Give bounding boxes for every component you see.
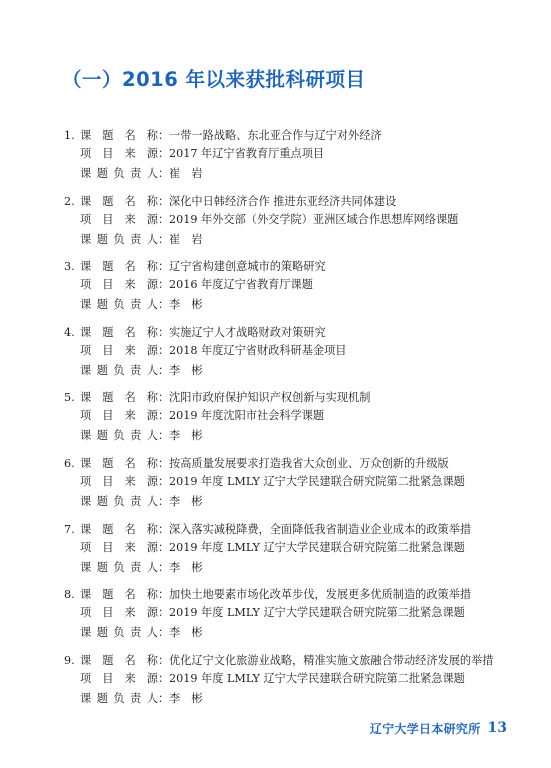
project-leader-label: 课题负责人 [80, 363, 158, 377]
project-name: 按高质量发展要求打造我省大众创业、万众创新的升级版 [169, 456, 449, 470]
colon: ： [158, 129, 170, 142]
colon: ： [158, 278, 170, 292]
project-source-label: 项目来源 [80, 409, 158, 423]
project-source: 2019 年度 LMLY 辽宁大学民建联合研究院第二批紧急课题 [169, 540, 465, 554]
project-name-line [64, 652, 493, 670]
project-number: 3. [64, 260, 75, 274]
project-name-line [64, 389, 370, 407]
section-title: （一）2016 年以来获批科研项目 [62, 68, 366, 91]
colon: ： [158, 671, 170, 685]
project-source-label: 项目来源 [80, 474, 158, 488]
project-name-label: 课题名称 [80, 588, 158, 602]
project-source-label: 项目来源 [80, 606, 158, 620]
project-source: 2019 年度 LMLY 辽宁大学民建联合研究院第二批紧急课题 [169, 474, 465, 488]
colon: ： [158, 626, 170, 640]
project-number: 7. [64, 522, 75, 536]
colon: ： [158, 298, 170, 312]
colon: ： [158, 260, 170, 274]
project-leader-line [64, 559, 203, 577]
colon: ： [158, 212, 170, 226]
project-item [64, 455, 504, 521]
project-leader-line [64, 624, 203, 642]
project-leader: 李 彬 [169, 494, 203, 508]
colon: ： [158, 167, 170, 180]
project-name: 加快土地要素市场化改革步伐，发展更多优质制造的政策举措 [169, 588, 472, 602]
project-source-label: 项目来源 [80, 147, 158, 160]
project-leader-line [64, 493, 203, 511]
project-name-label: 课题名称 [80, 653, 158, 667]
colon: ： [158, 429, 170, 443]
project-number: 5. [64, 391, 75, 405]
project-source-line [64, 539, 465, 557]
project-name: 深化中日韩经济合作 推进东亚经济共同体建设 [169, 194, 397, 208]
project-source-line [64, 670, 465, 688]
project-leader-line [64, 427, 203, 445]
project-leader-label: 课题负责人 [80, 626, 158, 640]
colon: ： [158, 409, 170, 423]
project-name-label: 课题名称 [80, 391, 158, 405]
project-name-label: 课题名称 [80, 129, 158, 142]
project-leader: 李 彬 [169, 626, 203, 640]
colon: ： [158, 325, 170, 339]
project-name-line [64, 193, 396, 211]
colon: ： [158, 560, 170, 574]
project-source: 2019 年外交部（外交学院）亚洲区域合作思想库网络课题 [169, 212, 459, 226]
colon: ： [158, 456, 170, 470]
colon: ： [158, 363, 170, 377]
colon: ： [158, 653, 170, 667]
project-item [64, 586, 504, 652]
colon: ： [158, 147, 170, 160]
project-source-label: 项目来源 [80, 212, 158, 226]
project-source-line [64, 211, 458, 229]
project-name-line [64, 258, 326, 276]
project-name: 深入落实减税降费，全面降低我省制造业企业成本的政策举措 [169, 522, 472, 536]
project-source-line [64, 342, 346, 360]
project-item [64, 258, 504, 324]
project-name: 一带一路战略、东北亚合作与辽宁对外经济 [169, 129, 382, 142]
project-name: 优化辽宁文化旅游业战略，精准实施文旅融合带动经济发展的举措 [169, 653, 494, 667]
colon: ： [158, 606, 170, 620]
colon: ： [158, 588, 170, 602]
footer-institute-name: 辽宁大学日本研究所 [369, 721, 481, 736]
project-source-line [64, 145, 324, 163]
project-leader-label: 课题负责人 [80, 494, 158, 508]
colon: ： [158, 494, 170, 508]
colon: ： [158, 691, 170, 705]
project-name-label: 课题名称 [80, 194, 158, 208]
project-name-label: 课题名称 [80, 325, 158, 339]
project-source-line [64, 407, 324, 425]
colon: ： [158, 194, 170, 208]
page-footer [370, 718, 507, 738]
project-leader: 李 彬 [169, 429, 203, 443]
project-number: 1. [64, 129, 75, 142]
project-source-label: 项目来源 [80, 278, 158, 292]
project-number: 2. [64, 194, 75, 208]
project-source: 2019 年度沈阳市社会科学课题 [169, 409, 325, 423]
project-name-line [64, 324, 326, 342]
colon: ： [158, 474, 170, 488]
project-number: 4. [64, 325, 75, 339]
project-leader-label: 课题负责人 [80, 298, 158, 312]
project-source-line [64, 276, 313, 294]
project-source: 2019 年度 LMLY 辽宁大学民建联合研究院第二批紧急课题 [169, 671, 465, 685]
project-leader-line [64, 165, 203, 183]
project-leader-label: 课题负责人 [80, 167, 158, 180]
project-source: 2017 年辽宁省教育厅重点项目 [169, 147, 325, 160]
colon: ： [158, 540, 170, 554]
project-name: 沈阳市政府保护知识产权创新与实现机制 [169, 391, 371, 405]
project-item [64, 193, 504, 259]
project-list [64, 127, 504, 717]
project-name-line [64, 586, 471, 604]
colon: ： [158, 522, 170, 536]
project-leader-label: 课题负责人 [80, 232, 158, 246]
project-source-label: 项目来源 [80, 540, 158, 554]
page-number: 13 [487, 720, 507, 736]
colon: ： [158, 232, 170, 246]
project-source-label: 项目来源 [80, 343, 158, 357]
project-leader: 李 彬 [169, 691, 203, 705]
project-leader-label: 课题负责人 [80, 429, 158, 443]
project-name-line [64, 127, 382, 145]
project-source-line [64, 604, 465, 622]
project-name-line [64, 455, 449, 473]
project-leader-label: 课题负责人 [80, 691, 158, 705]
project-leader: 李 彬 [169, 363, 203, 377]
project-leader-line [64, 231, 203, 249]
project-source: 2019 年度 LMLY 辽宁大学民建联合研究院第二批紧急课题 [169, 606, 465, 620]
project-item [64, 389, 504, 455]
project-number: 9. [64, 653, 75, 667]
project-source-line [64, 473, 465, 491]
project-leader-label: 课题负责人 [80, 560, 158, 574]
project-number: 8. [64, 588, 75, 602]
project-leader: 崔 岩 [169, 232, 203, 246]
colon: ： [158, 391, 170, 405]
project-source: 2018 年度辽宁省财政科研基金项目 [169, 343, 347, 357]
project-name: 实施辽宁人才战略财政对策研究 [169, 325, 326, 339]
project-leader: 李 彬 [169, 560, 203, 574]
project-source: 2016 年度辽宁省教育厅课题 [169, 278, 313, 292]
project-number: 6. [64, 456, 75, 470]
project-name-label: 课题名称 [80, 260, 158, 274]
project-item [64, 127, 504, 193]
project-leader-line [64, 690, 203, 708]
project-item [64, 521, 504, 587]
colon: ： [158, 343, 170, 357]
project-name: 辽宁省构建创意城市的策略研究 [169, 260, 326, 274]
project-source-label: 项目来源 [80, 671, 158, 685]
project-name-label: 课题名称 [80, 522, 158, 536]
project-name-label: 课题名称 [80, 456, 158, 470]
project-item [64, 652, 504, 718]
project-leader-line [64, 362, 203, 380]
project-leader: 崔 岩 [169, 167, 203, 180]
project-leader: 李 彬 [169, 298, 203, 312]
project-item [64, 324, 504, 390]
project-name-line [64, 521, 471, 539]
project-leader-line [64, 296, 203, 314]
